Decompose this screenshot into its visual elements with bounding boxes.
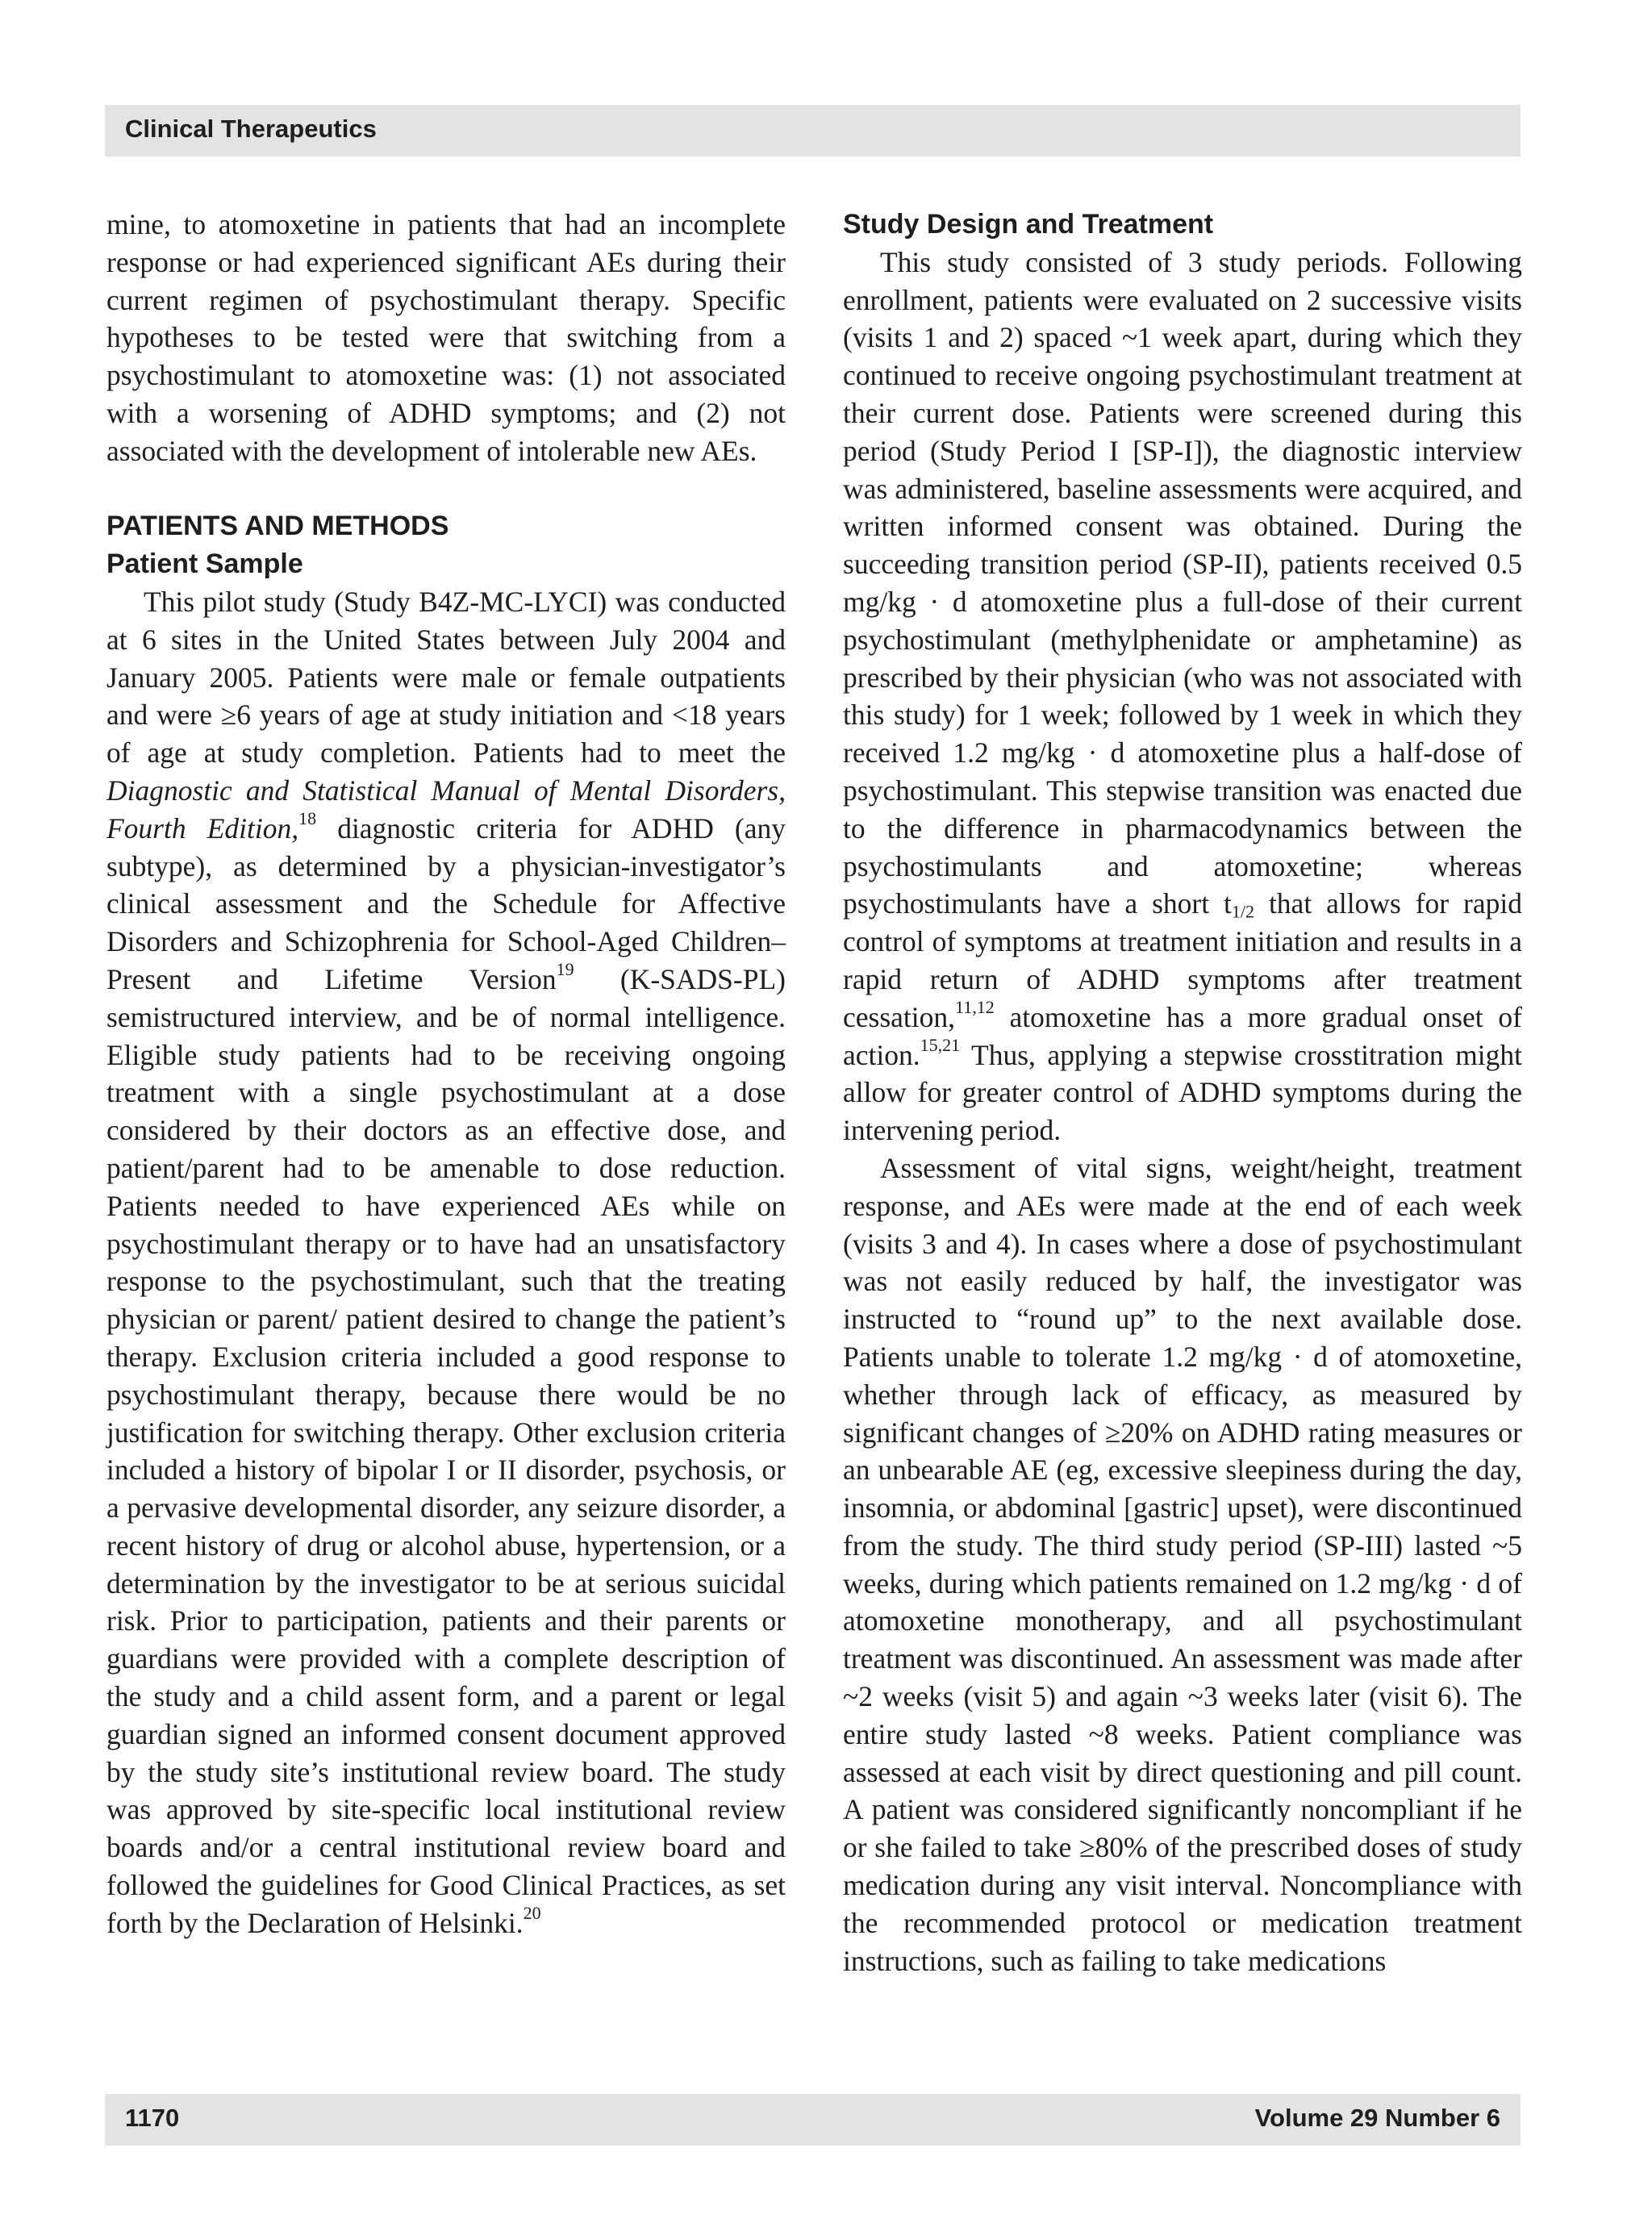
citation-ref: 15,21: [920, 1034, 961, 1055]
text-run: (K-SADS-PL) semistructured interview, and be of normal intelligence. Eligible study patients had to be receiving ongoing treatment with a single psychostimulant at a dose considered by their doctors as an effective dose, and patient/parent had to be amenable to dose reduction. Patients needed to have experienced AEs while on psychostimulant therapy or to have had an unsatisfactory response to the psychostimulant, such that the treating physician or parent/ patient desired to change the patient’s therapy. Exclusion criteria included a good response to psychostimulant therapy, because there would be no justification for switching therapy. Other exclusion criteria included a history of bipolar I or II disorder, psychosis, or a pervasive developmental disorder, any seizure disorder, a recent history of drug or alcohol abuse, hypertension, or a determination by the investigator to be at serious suicidal risk. Prior to participation, patients and their parents or guardians were provided with a complete description of the study and a child assent form, and a parent or legal guardian signed an informed consent document approved by the study site’s institutional review board. The study was approved by site-specific local institutional review boards and/or a central institutional review board and followed the guidelines for Good Clinical Practices, as set forth by the Declaration of Helsinki.: [106, 962, 786, 1939]
running-footer: [105, 2094, 1521, 2146]
citation-ref: 19: [556, 958, 574, 979]
text-run: diagnostic criteria for ADHD (any subtype), as determined by a physician-investigator’s clinical assessment and the Schedule for Affective Disorders and Schizophrenia for School-Aged Children–Present and Lifetime Version: [106, 811, 786, 995]
study-design-paragraph-2: Assessment of vital signs, weight/height, treatment response, and AEs were made at the end of each week (visits 3 and 4). In cases where a dose of psychostimulant was not easily reduced by half, the investigator was instructed to “round up” to the next available dose. Patients unable to tolerate 1.2 mg/kg · d of atomoxetine, whether through lack of efficacy, as measured by significant changes of ≥20% on ADHD rating measures or an unbearable AE (eg, excessive sleepiness during the day, insomnia, or abdominal [gastric] upset), were discontinued from the study. The third study period (SP-III) lasted ~5 weeks, during which patients remained on 1.2 mg/kg · d of atomoxetine monotherapy, and all psychostimulant treatment was discontinued. An assessment was made after ~2 weeks (visit 5) and again ~3 weeks later (visit 6). The entire study lasted ~8 weeks. Patient compliance was assessed at each visit by direct questioning and pill count. A patient was considered significantly noncompliant if he or she failed to take ≥80% of the prescribed doses of study medication during any visit interval. Noncompliance with the recommended protocol or medication treatment instructions, such as failing to take medications: [843, 1151, 1522, 1977]
half-life-subscript: 1/2: [1231, 901, 1255, 922]
citation-ref: 20: [523, 1902, 541, 1923]
text-run: This pilot study (Study B4Z-MC-LYCI) was conducted at 6 sites in the United States between July 2004 and January 2005. Patients were male or female outpatients and were ≥6 years of age at study initiation and <18 years of age at study completion. Patients had to meet the: [106, 585, 786, 770]
citation-ref: 11,12: [955, 996, 995, 1017]
text-run: atomoxetine has a more gradual onset of action.: [843, 1000, 1522, 1071]
subheading-patient-sample: Patient Sample: [106, 548, 303, 580]
text-run: This study consisted of 3 study periods. Following enrollment, patients were evaluated on 2 successive visits (visits 1 and 2) spaced ~1 week apart, during which they continued to receive ongoing psychostimulant treatment at their current dose. Patients were screened during this period (Study Period I [SP-I]), the diagnostic interview was administered, baseline assessments were acquired, and written informed consent was obtained. During the succeeding transition period (SP-II), patients received 0.5 mg/kg · d atomoxetine plus a full-dose of their current psychostimulant (methylphenidate or amphetamine) as prescribed by their physician (who was not associated with this study) for 1 week; followed by 1 week in which they received 1.2 mg/kg · d atomoxetine plus a half-dose of psychostimulant. This stepwise transition was enacted due to the difference in pharmacodynamics between the psychostimulants and atomoxetine; whereas psychostimulants have a short t: [843, 245, 1522, 920]
subheading-study-design: Study Design and Treatment: [843, 209, 1214, 240]
dsm-title-italic: Diagnostic and Statistical Manual of Mental Disorders, Fourth Edition,: [106, 774, 786, 845]
right-column: [843, 206, 1522, 1979]
section-heading-patients-methods: PATIENTS AND METHODS: [106, 511, 449, 542]
citation-ref: 18: [298, 807, 317, 828]
text-run: Thus, applying a stepwise crosstitration might allow for greater control of ADHD symptoms during the intervening period.: [843, 1038, 1522, 1147]
page-number: 1170: [125, 2104, 180, 2132]
journal-title: Clinical Therapeutics: [125, 115, 377, 143]
patient-sample-paragraph: [106, 583, 786, 1942]
volume-issue: Volume 29 Number 6: [1254, 2104, 1500, 2132]
intro-paragraph: mine, to atomoxetine in patients that had an incomplete response or had experienced significant AEs during their current regimen of psychostimulant therapy. Specific hypotheses to be tested were that switching from a psychostimulant to atomoxetine was: (1) not associated with a worsening of ADHD symptoms; and (2) not associated with the development of intolerable new AEs.: [106, 208, 786, 467]
study-design-paragraph-1: [843, 244, 1522, 1149]
running-header: [105, 105, 1521, 156]
text-run: that allows for rapid control of symptoms at treatment initiation and results in a rapid return of ADHD symptoms after treatment cessation,: [843, 887, 1522, 1033]
left-column: [106, 206, 786, 1942]
